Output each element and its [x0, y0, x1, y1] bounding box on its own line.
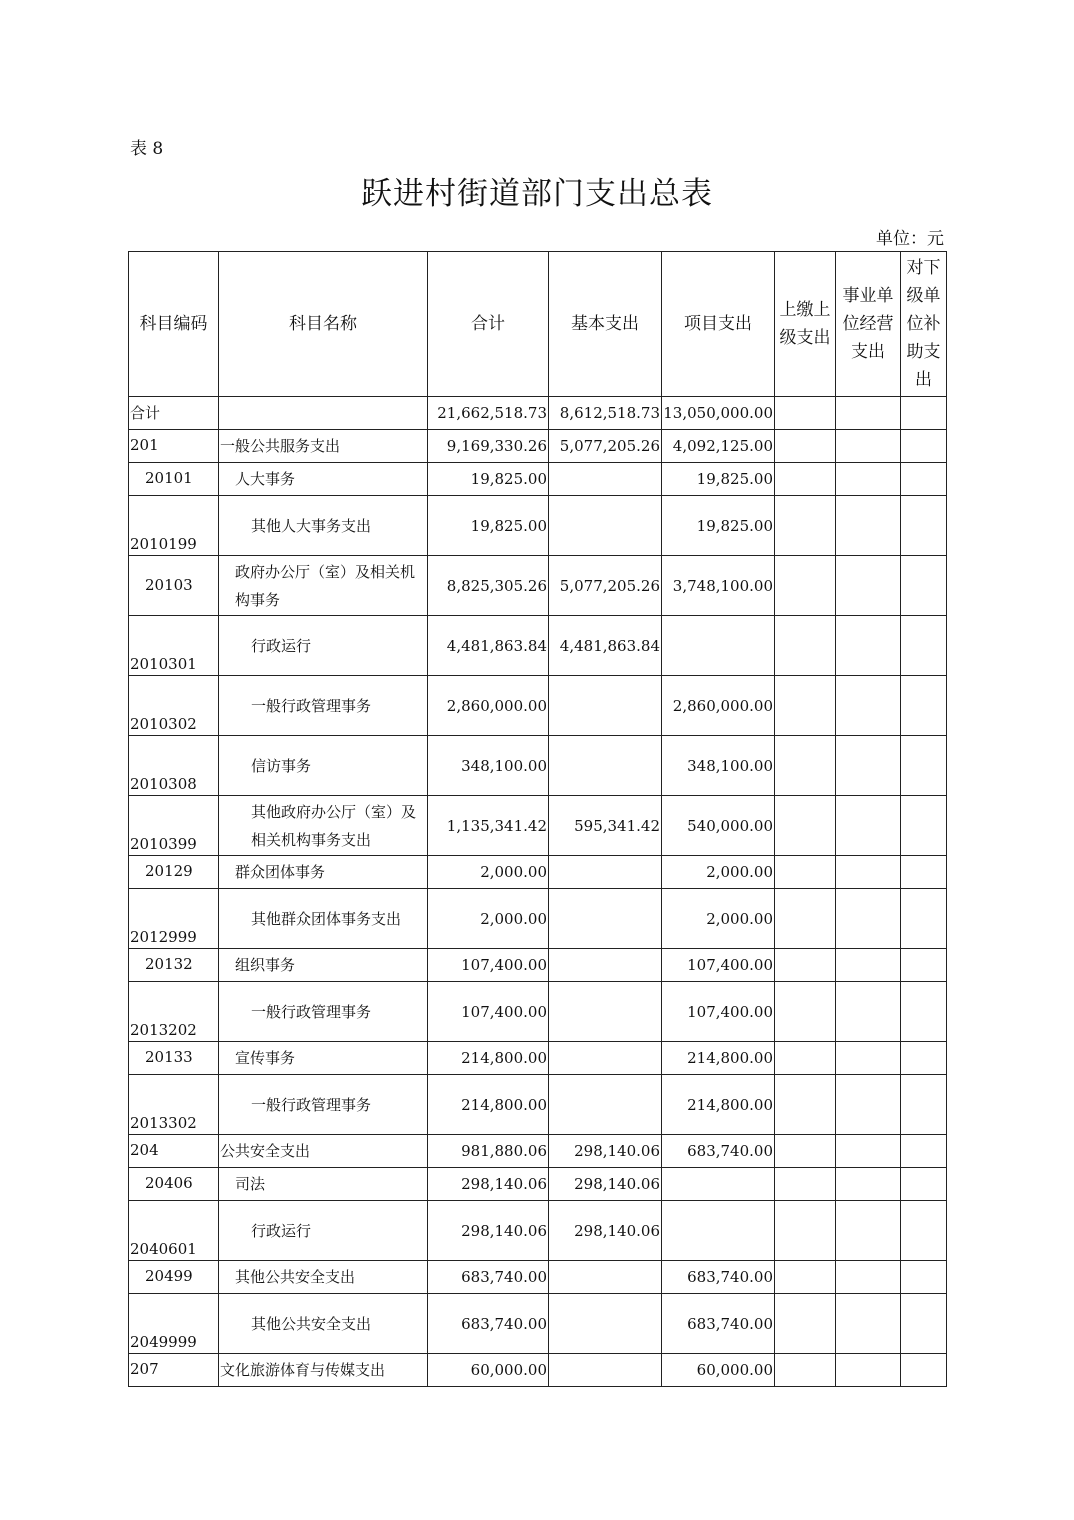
cell-total: 298,140.06	[428, 1168, 549, 1201]
cell-total: 19,825.00	[428, 463, 549, 496]
table-row	[129, 1201, 947, 1261]
header-upper-remit: 上缴上级支出	[775, 252, 836, 397]
cell-project: 13,050,000.00	[662, 397, 775, 430]
cell-business-op	[836, 736, 901, 796]
cell-subsidy	[901, 1294, 947, 1354]
table-row	[129, 1135, 947, 1168]
cell-total: 683,740.00	[428, 1261, 549, 1294]
cell-upper-remit	[775, 463, 836, 496]
cell-subsidy	[901, 1135, 947, 1168]
cell-basic	[549, 736, 662, 796]
cell-total: 2,860,000.00	[428, 676, 549, 736]
cell-basic	[549, 856, 662, 889]
cell-project	[662, 1168, 775, 1201]
table-row	[129, 1294, 947, 1354]
cell-code: 2013302	[129, 1075, 219, 1135]
cell-basic	[549, 889, 662, 949]
table-row	[129, 856, 947, 889]
cell-project: 683,740.00	[662, 1135, 775, 1168]
table-row	[129, 1261, 947, 1294]
cell-subsidy	[901, 1168, 947, 1201]
cell-upper-remit	[775, 397, 836, 430]
cell-name: 信访事务	[219, 736, 428, 796]
cell-upper-remit	[775, 1294, 836, 1354]
cell-code: 2040601	[129, 1201, 219, 1261]
cell-subsidy	[901, 889, 947, 949]
cell-name: 群众团体事务	[219, 856, 428, 889]
cell-subsidy	[901, 1354, 947, 1387]
cell-basic	[549, 949, 662, 982]
cell-total: 8,825,305.26	[428, 556, 549, 616]
cell-total: 298,140.06	[428, 1201, 549, 1261]
cell-business-op	[836, 1135, 901, 1168]
cell-upper-remit	[775, 856, 836, 889]
header-total: 合计	[428, 252, 549, 397]
cell-project: 107,400.00	[662, 949, 775, 982]
cell-code: 2010301	[129, 616, 219, 676]
cell-basic: 298,140.06	[549, 1135, 662, 1168]
cell-upper-remit	[775, 949, 836, 982]
cell-upper-remit	[775, 1261, 836, 1294]
cell-subsidy	[901, 1261, 947, 1294]
cell-upper-remit	[775, 889, 836, 949]
header-code: 科目编码	[129, 252, 219, 397]
header-project: 项目支出	[662, 252, 775, 397]
cell-upper-remit	[775, 736, 836, 796]
cell-code: 20132	[129, 949, 219, 982]
cell-subsidy	[901, 949, 947, 982]
cell-code: 2010199	[129, 496, 219, 556]
cell-project: 2,860,000.00	[662, 676, 775, 736]
cell-business-op	[836, 676, 901, 736]
cell-code: 2049999	[129, 1294, 219, 1354]
cell-upper-remit	[775, 1168, 836, 1201]
cell-subsidy	[901, 1201, 947, 1261]
cell-basic	[549, 1294, 662, 1354]
cell-name: 组织事务	[219, 949, 428, 982]
cell-code: 2010308	[129, 736, 219, 796]
table-row	[129, 430, 947, 463]
cell-subsidy	[901, 982, 947, 1042]
cell-subsidy	[901, 430, 947, 463]
cell-basic	[549, 1075, 662, 1135]
cell-name: 人大事务	[219, 463, 428, 496]
cell-business-op	[836, 496, 901, 556]
cell-total: 2,000.00	[428, 889, 549, 949]
cell-upper-remit	[775, 982, 836, 1042]
cell-basic	[549, 1042, 662, 1075]
table-row	[129, 1042, 947, 1075]
cell-business-op	[836, 1201, 901, 1261]
cell-basic: 595,341.42	[549, 796, 662, 856]
cell-project: 19,825.00	[662, 463, 775, 496]
cell-business-op	[836, 889, 901, 949]
cell-basic: 8,612,518.73	[549, 397, 662, 430]
cell-project: 19,825.00	[662, 496, 775, 556]
cell-basic	[549, 1261, 662, 1294]
cell-project: 2,000.00	[662, 889, 775, 949]
cell-business-op	[836, 856, 901, 889]
cell-basic	[549, 463, 662, 496]
header-business-op: 事业单位经营支出	[836, 252, 901, 397]
cell-name: 公共安全支出	[219, 1135, 428, 1168]
cell-total: 214,800.00	[428, 1075, 549, 1135]
table-row	[129, 796, 947, 856]
cell-subsidy	[901, 796, 947, 856]
table-row	[129, 616, 947, 676]
header-name: 科目名称	[219, 252, 428, 397]
cell-total: 107,400.00	[428, 949, 549, 982]
cell-business-op	[836, 1042, 901, 1075]
cell-code: 2012999	[129, 889, 219, 949]
cell-upper-remit	[775, 1354, 836, 1387]
table-row	[129, 982, 947, 1042]
table-row	[129, 676, 947, 736]
cell-name: 宣传事务	[219, 1042, 428, 1075]
cell-name: 其他公共安全支出	[219, 1261, 428, 1294]
cell-code: 2013202	[129, 982, 219, 1042]
cell-business-op	[836, 616, 901, 676]
cell-basic: 5,077,205.26	[549, 556, 662, 616]
cell-project: 3,748,100.00	[662, 556, 775, 616]
table-row	[129, 463, 947, 496]
header-basic: 基本支出	[549, 252, 662, 397]
cell-total: 60,000.00	[428, 1354, 549, 1387]
cell-subsidy	[901, 676, 947, 736]
cell-business-op	[836, 949, 901, 982]
cell-code: 20101	[129, 463, 219, 496]
cell-name: 行政运行	[219, 616, 428, 676]
cell-upper-remit	[775, 1201, 836, 1261]
cell-project	[662, 616, 775, 676]
cell-project: 4,092,125.00	[662, 430, 775, 463]
cell-subsidy	[901, 556, 947, 616]
cell-code: 20129	[129, 856, 219, 889]
cell-name	[219, 397, 428, 430]
cell-name: 其他公共安全支出	[219, 1294, 428, 1354]
table-row	[129, 1354, 947, 1387]
cell-total: 214,800.00	[428, 1042, 549, 1075]
table-row	[129, 889, 947, 949]
page-title: 跃进村街道部门支出总表	[361, 176, 713, 212]
cell-business-op	[836, 982, 901, 1042]
cell-code: 207	[129, 1354, 219, 1387]
cell-business-op	[836, 463, 901, 496]
cell-project: 214,800.00	[662, 1075, 775, 1135]
cell-code: 204	[129, 1135, 219, 1168]
cell-total: 107,400.00	[428, 982, 549, 1042]
cell-upper-remit	[775, 676, 836, 736]
cell-basic	[549, 1354, 662, 1387]
cell-name: 其他人大事务支出	[219, 496, 428, 556]
cell-business-op	[836, 796, 901, 856]
cell-code: 2010399	[129, 796, 219, 856]
header-subsidy: 对下级单位补助支出	[901, 252, 947, 397]
cell-basic	[549, 496, 662, 556]
cell-basic: 298,140.06	[549, 1168, 662, 1201]
expenditure-table	[128, 251, 947, 1387]
cell-subsidy	[901, 616, 947, 676]
cell-code: 20133	[129, 1042, 219, 1075]
cell-subsidy	[901, 1075, 947, 1135]
cell-upper-remit	[775, 1042, 836, 1075]
cell-name: 司法	[219, 1168, 428, 1201]
cell-code: 20499	[129, 1261, 219, 1294]
cell-total: 19,825.00	[428, 496, 549, 556]
cell-basic	[549, 676, 662, 736]
cell-business-op	[836, 1294, 901, 1354]
cell-project: 2,000.00	[662, 856, 775, 889]
cell-business-op	[836, 556, 901, 616]
cell-subsidy	[901, 736, 947, 796]
cell-business-op	[836, 1168, 901, 1201]
cell-business-op	[836, 397, 901, 430]
cell-business-op	[836, 1261, 901, 1294]
table-row	[129, 736, 947, 796]
cell-total: 981,880.06	[428, 1135, 549, 1168]
cell-basic	[549, 982, 662, 1042]
cell-project: 214,800.00	[662, 1042, 775, 1075]
cell-upper-remit	[775, 430, 836, 463]
cell-upper-remit	[775, 496, 836, 556]
cell-project: 348,100.00	[662, 736, 775, 796]
cell-name: 一般公共服务支出	[219, 430, 428, 463]
cell-total: 683,740.00	[428, 1294, 549, 1354]
table-row	[129, 1075, 947, 1135]
cell-code: 201	[129, 430, 219, 463]
cell-upper-remit	[775, 616, 836, 676]
cell-name: 行政运行	[219, 1201, 428, 1261]
cell-subsidy	[901, 1042, 947, 1075]
cell-total: 21,662,518.73	[428, 397, 549, 430]
table-row	[129, 1168, 947, 1201]
cell-code: 2010302	[129, 676, 219, 736]
cell-subsidy	[901, 856, 947, 889]
cell-business-op	[836, 1075, 901, 1135]
cell-upper-remit	[775, 1135, 836, 1168]
cell-total: 1,135,341.42	[428, 796, 549, 856]
cell-basic: 4,481,863.84	[549, 616, 662, 676]
cell-project: 107,400.00	[662, 982, 775, 1042]
cell-subsidy	[901, 496, 947, 556]
cell-subsidy	[901, 463, 947, 496]
cell-name: 文化旅游体育与传媒支出	[219, 1354, 428, 1387]
cell-business-op	[836, 430, 901, 463]
table-row	[129, 397, 947, 430]
table-number-label: 表 8	[130, 139, 164, 159]
cell-code: 20103	[129, 556, 219, 616]
cell-total: 9,169,330.26	[428, 430, 549, 463]
cell-name: 一般行政管理事务	[219, 982, 428, 1042]
cell-basic: 298,140.06	[549, 1201, 662, 1261]
cell-name: 一般行政管理事务	[219, 1075, 428, 1135]
unit-label: 单位：元	[876, 229, 944, 249]
cell-name: 其他群众团体事务支出	[219, 889, 428, 949]
cell-subsidy	[901, 397, 947, 430]
table-row	[129, 556, 947, 616]
cell-code: 20406	[129, 1168, 219, 1201]
cell-total: 4,481,863.84	[428, 616, 549, 676]
cell-upper-remit	[775, 556, 836, 616]
cell-upper-remit	[775, 1075, 836, 1135]
cell-total: 2,000.00	[428, 856, 549, 889]
cell-name: 其他政府办公厅（室）及相关机构事务支出	[219, 796, 428, 856]
cell-code: 合计	[129, 397, 219, 430]
cell-upper-remit	[775, 796, 836, 856]
cell-project: 683,740.00	[662, 1294, 775, 1354]
cell-business-op	[836, 1354, 901, 1387]
cell-project	[662, 1201, 775, 1261]
cell-name: 政府办公厅（室）及相关机构事务	[219, 556, 428, 616]
cell-project: 540,000.00	[662, 796, 775, 856]
table-row	[129, 949, 947, 982]
cell-total: 348,100.00	[428, 736, 549, 796]
cell-basic: 5,077,205.26	[549, 430, 662, 463]
cell-project: 683,740.00	[662, 1261, 775, 1294]
cell-name: 一般行政管理事务	[219, 676, 428, 736]
cell-project: 60,000.00	[662, 1354, 775, 1387]
table-row	[129, 496, 947, 556]
